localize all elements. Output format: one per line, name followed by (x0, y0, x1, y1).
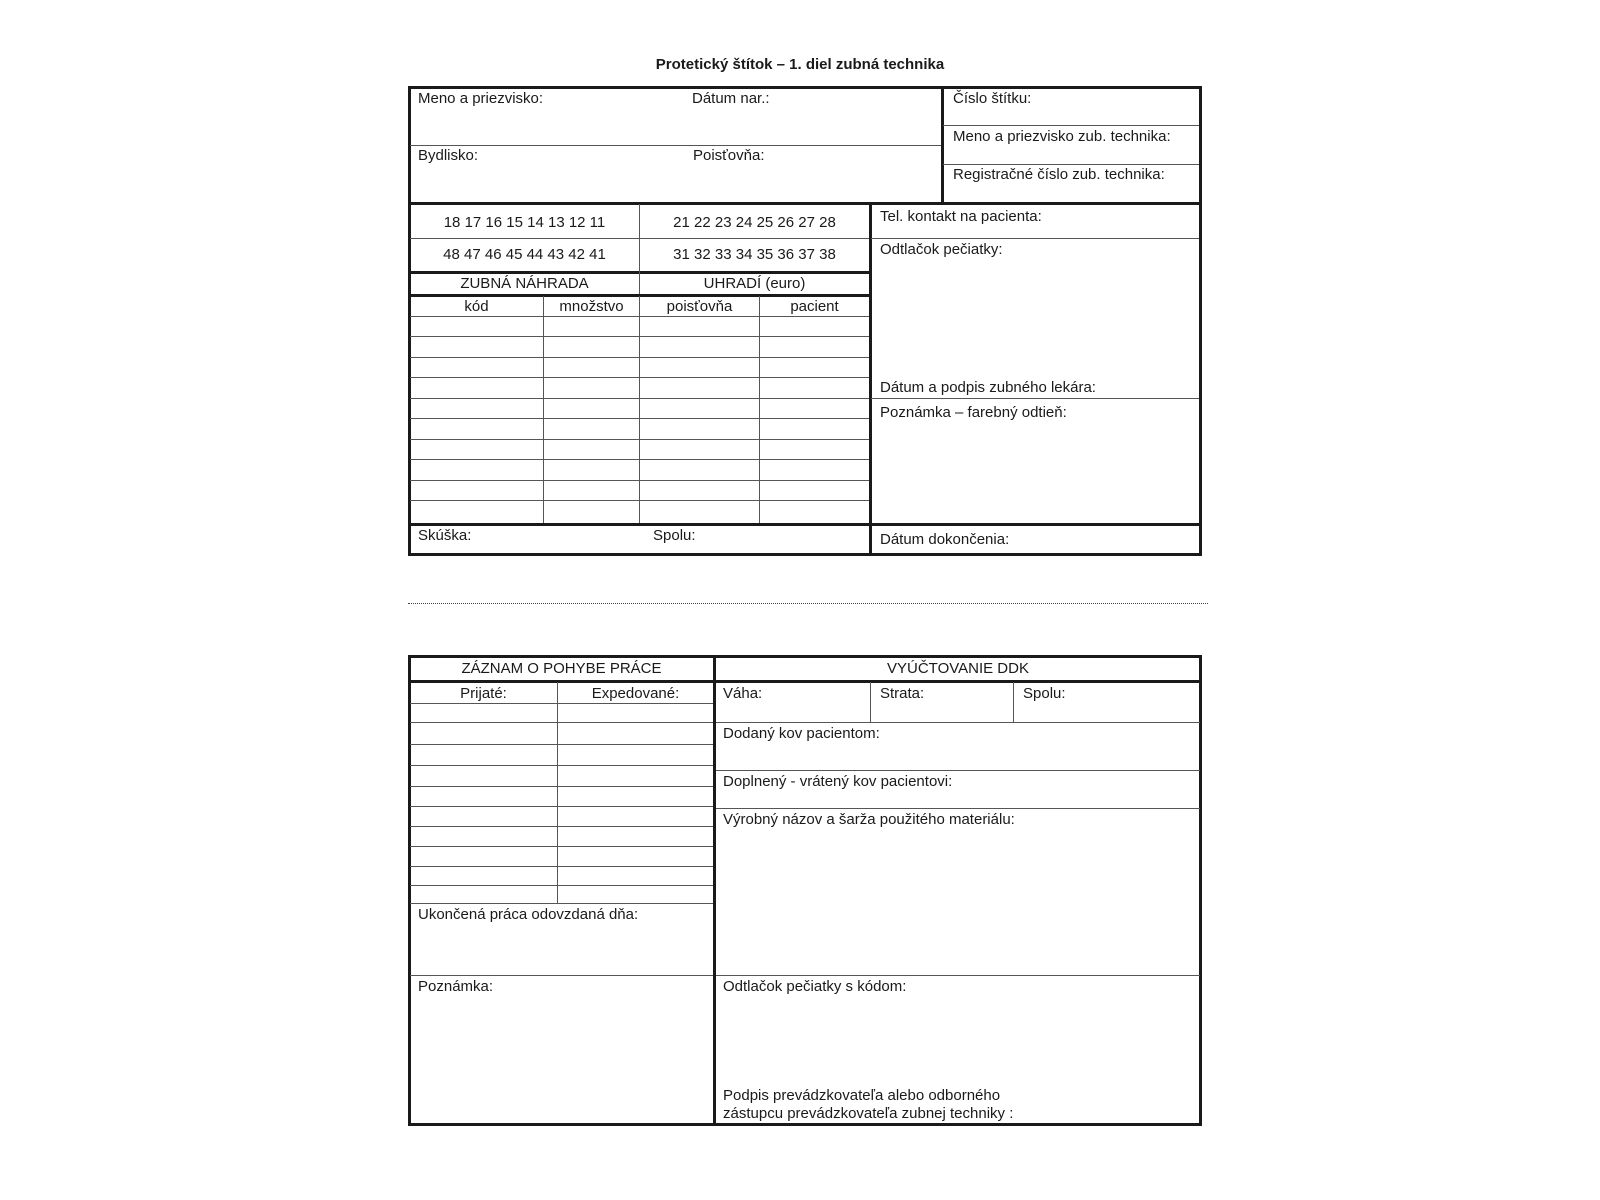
podpis-line-2: zástupcu prevádzkovateľa zubnej techniky : (723, 1105, 1014, 1122)
datum-dokoncenia-label: Dátum dokončenia: (880, 531, 1010, 548)
expedovane-label: Expedované: (591, 685, 680, 702)
uhradi-heading: UHRADÍ (euro) (703, 275, 806, 292)
vyrobny-nazov-label: Výrobný názov a šarža použitého materiálu: (723, 811, 1015, 828)
vaha-label: Váha: (723, 685, 763, 702)
cut-line (408, 603, 1208, 604)
reg-cislo-label: Registračné číslo zub. technika: (953, 166, 1165, 183)
card-one (408, 86, 1202, 556)
column-poistovna: poisťovňa (666, 298, 733, 315)
form-title: Protetický štítok – 1. diel zubná technika (655, 56, 945, 73)
poistovna-label: Poisťovňa: (693, 147, 765, 164)
strata-label: Strata: (880, 685, 925, 702)
spolu-label: Spolu: (653, 527, 696, 544)
zubna-nahrada-heading: ZUBNÁ NÁHRADA (460, 275, 589, 292)
teeth-upper-left: 21 22 23 24 25 26 27 28 (673, 214, 836, 231)
odtlacok-kod-label: Odtlačok pečiatky s kódom: (723, 978, 907, 995)
prijate-label: Prijaté: (460, 685, 507, 702)
meno-technika-label: Meno a priezvisko zub. technika: (953, 128, 1171, 145)
poznamka-label: Poznámka: (418, 978, 494, 995)
ukoncena-label: Ukončená práca odovzdaná dňa: (418, 906, 639, 923)
teeth-lower-right: 48 47 46 45 44 43 42 41 (443, 246, 606, 263)
doplneny-kov-label: Doplnený - vrátený kov pacientovi: (723, 773, 953, 790)
podpis-line-1: Podpis prevádzkovateľa alebo odborného (723, 1087, 1001, 1104)
odtlacok-label: Odtlačok pečiatky: (880, 241, 1003, 258)
column-kod: kód (464, 298, 489, 315)
skuska-label: Skúška: (418, 527, 472, 544)
column-pacient: pacient (790, 298, 839, 315)
teeth-upper-right: 18 17 16 15 14 13 12 11 (443, 214, 606, 231)
bydlisko-label: Bydlisko: (418, 147, 479, 164)
zaznam-heading: ZÁZNAM O POHYBE PRÁCE (461, 660, 662, 677)
spolu-ddk-label: Spolu: (1023, 685, 1066, 702)
datum-podpis-label: Dátum a podpis zubného lekára: (880, 379, 1096, 396)
teeth-lower-left: 31 32 33 34 35 36 37 38 (673, 246, 836, 263)
cislo-stitku-label: Číslo štítku: (953, 90, 1032, 107)
poznamka-odtien-label: Poznámka – farebný odtieň: (880, 404, 1067, 421)
meno-label: Meno a priezvisko: (418, 90, 544, 107)
column-mnozstvo: množstvo (559, 298, 624, 315)
datum-nar-label: Dátum nar.: (692, 90, 770, 107)
tel-label: Tel. kontakt na pacienta: (880, 208, 1042, 225)
vyuctovanie-heading: VYÚČTOVANIE DDK (887, 660, 1029, 677)
dodany-kov-label: Dodaný kov pacientom: (723, 725, 880, 742)
